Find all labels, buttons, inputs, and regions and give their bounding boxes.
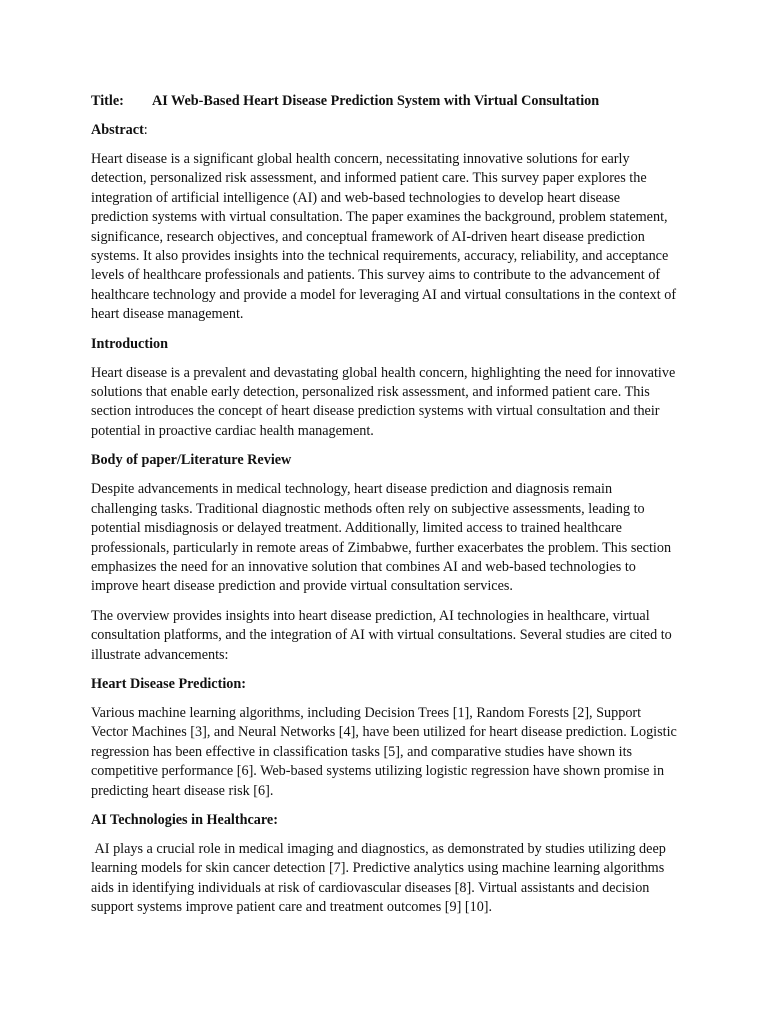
heart-disease-prediction-heading: Heart Disease Prediction: (91, 675, 246, 692)
literature-review-paragraph-1: Despite advancements in medical technology, heart disease prediction and diagnosis remain challenging tasks. Traditional diagnostic methods often rely on subjective assessments, leading to potential misdiagnosis or delayed treatment. Additionally, limited access to trained healthcare professionals, particularly in remote areas of Zimbabwe, further exacerbates the problem. This section emphasizes the need for an innovative solution that combines AI and web-based technologies to improve heart disease prediction and provide virtual consultation services. (91, 481, 672, 595)
heart-disease-prediction-paragraph: Various machine learning algorithms, including Decision Trees [1], Random Forests [2], Support Vector Machines [3], and Neural Networks [4], have been utilized for heart disease prediction. Logistic regression has been effective in classification tasks [5], and comparative studies have shown its competitive performance [6]. Web-based systems utilizing logistic regression have shown promise in predicting heart disease risk [6]. (91, 704, 677, 799)
literature-review-paragraph-2: The overview provides insights into heart disease prediction, AI technologies in healthcare, virtual consultation platforms, and the integration of AI with virtual consultations. Several studies are cited to illustrate advancements: (91, 607, 672, 663)
ai-in-healthcare-heading: AI Technologies in Healthcare: (91, 811, 278, 828)
title-line (91, 92, 680, 111)
abstract-heading-text: Abstract (91, 122, 144, 138)
introduction-paragraph: Heart disease is a prevalent and devastating global health concern, highlighting the need for innovative solutions that enable early detection, personalized risk assessment, and informed patient care. This section introduces the concept of heart disease prediction systems with virtual consultation and their potential in proactive cardiac health management. (91, 364, 676, 439)
paper-title: AI Web-Based Heart Disease Prediction System with Virtual Consultation (152, 93, 600, 109)
abstract-heading-colon: : (143, 122, 148, 138)
abstract-heading (91, 121, 680, 140)
ai-in-healthcare-paragraph: AI plays a crucial role in medical imaging and diagnostics, as demonstrated by studies utilizing deep learning models for skin cancer detection [7]. Predictive analytics using machine learning algorithms aids in identifying individuals at risk of cardiovascular diseases [8]. Virtual assistants and decision support systems improve patient care and treatment outcomes [9] [10]. (91, 840, 670, 916)
introduction-heading: Introduction (91, 335, 168, 352)
literature-review-heading: Body of paper/Literature Review (91, 452, 292, 469)
abstract-paragraph: Heart disease is a significant global health concern, necessitating innovative solutions for early detection, personalized risk assessment, and informed patient care. This survey paper explores the integration of artificial intelligence (AI) and web-based technologies to develop heart disease prediction systems with virtual consultation. The paper examines the background, problem statement, significance, research objectives, and conceptual framework of AI-driven heart disease prediction systems. It also provides insights into the technical requirements, accuracy, reliability, and acceptance levels of healthcare professionals and patients. This survey aims to contribute to the advancement of healthcare technology and provide a model for leveraging AI and virtual consultations in the context of heart disease management. (91, 151, 677, 323)
title-label: Title: (91, 93, 124, 109)
